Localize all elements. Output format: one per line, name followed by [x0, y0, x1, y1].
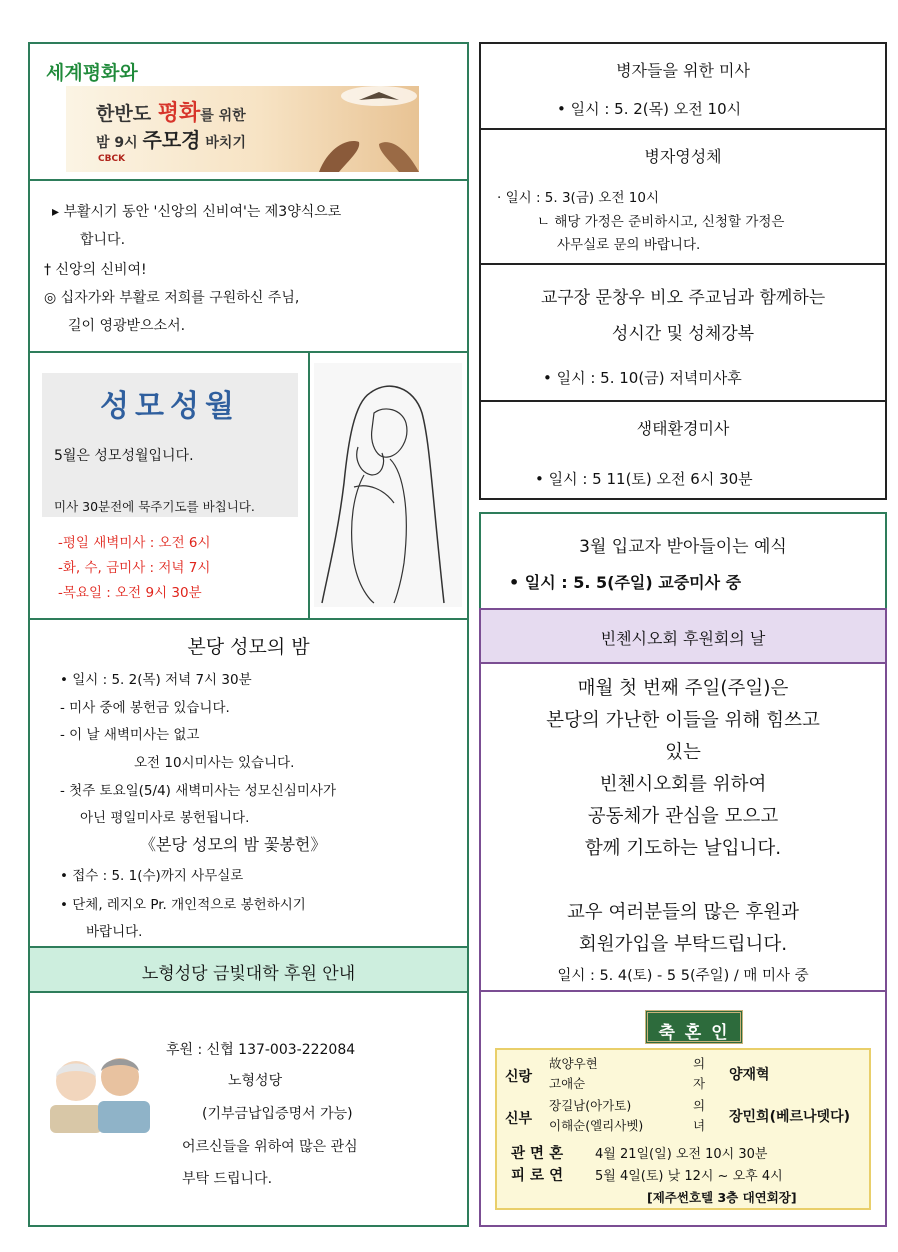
- mary-month-section: [28, 351, 469, 620]
- groom-rel2: 자: [693, 1076, 706, 1091]
- mary-night-l8: • 접수 : 5. 1(수)까지 사무실로: [60, 868, 244, 884]
- golden-l1: 후원 : 신협 137-003-222084: [166, 1042, 356, 1058]
- mary-night-l4: 오전 10시미사는 있습니다.: [134, 755, 295, 771]
- groom-parents1: 故양우현: [549, 1056, 598, 1071]
- groom-rel1: 의: [693, 1056, 706, 1071]
- bride-parents2: 이해순(엘리사벳): [549, 1118, 644, 1133]
- bishop-section: [479, 263, 887, 402]
- easter-line2: 합니다.: [80, 232, 126, 248]
- bishop-title1: 교구장 문창우 비오 주교님과 함께하는: [540, 288, 826, 308]
- easter-section: [28, 179, 469, 353]
- mary-month-line1: 5월은 성모성월입니다.: [54, 448, 194, 464]
- eco-line: • 일시 : 5 11(토) 오전 6시 30분: [535, 470, 753, 488]
- vincent-header: [479, 608, 887, 664]
- sick-communion-section: [479, 128, 887, 265]
- sick-communion-l1: · 일시 : 5. 3(금) 오전 10시: [497, 190, 660, 206]
- golden-section: [28, 991, 469, 1227]
- mary-night-title: 본당 성모의 밤: [187, 636, 310, 658]
- bride-rel2: 녀: [693, 1118, 706, 1133]
- wedding-badge: [645, 1010, 743, 1044]
- mary-night-l3: - 이 날 새벽미사는 없고: [60, 727, 200, 743]
- vincent-l7: 교우 여러분들의 많은 후원과: [566, 902, 800, 923]
- wedding-venue: [제주썬호텔 3층 대연회장]: [647, 1190, 797, 1205]
- banner-text-d: 밤 9시: [96, 135, 143, 151]
- groom-label: 신랑: [505, 1069, 533, 1085]
- wedding-row1-value: 4월 21일(일) 오전 10시 30분: [595, 1147, 768, 1162]
- sick-mass-section: [479, 42, 887, 130]
- vincent-l3: 있는: [665, 742, 701, 763]
- easter-line1: ▸ 부활시기 동안 '신앙의 신비여'는 제3양식으로: [52, 204, 342, 220]
- eco-section: [479, 400, 887, 500]
- mary-night-l10: 바랍니다.: [86, 924, 143, 940]
- catechumen-line: • 일시 : 5. 5(주일) 교중미사 중: [509, 573, 742, 592]
- mary-sched1: -평일 새벽미사 : 오전 6시: [58, 535, 211, 551]
- vincent-l5: 공동체가 관심을 모으고: [587, 806, 779, 827]
- sick-mass-line: • 일시 : 5. 2(목) 오전 10시: [557, 100, 742, 118]
- catechumen-section: [479, 512, 887, 610]
- wedding-row2-value: 5월 4일(토) 낮 12시 ~ 오후 4시: [595, 1169, 783, 1184]
- golden-l2: 노형성당: [228, 1073, 283, 1089]
- bishop-title2: 성시간 및 성체강복: [611, 324, 755, 344]
- groom-name: 양재혁: [729, 1067, 770, 1083]
- bride-parents1: 장길남(아가토): [549, 1098, 632, 1113]
- mary-month-line2: 미사 30분전에 묵주기도를 바칩니다.: [54, 499, 255, 514]
- easter-line4: ◎ 십자가와 부활로 저희를 구원하신 주님,: [44, 290, 300, 306]
- golden-l5: 부탁 드립니다.: [182, 1171, 273, 1187]
- vincent-l9: 일시 : 5. 4(토) - 5 5(주일) / 매 미사 중: [557, 968, 809, 984]
- sick-mass-title: 병자들을 위한 미사: [616, 61, 750, 80]
- wedding-row1-label: 관 면 혼: [511, 1146, 564, 1162]
- banner-text-a: 한반도: [96, 103, 158, 125]
- golden-header: [28, 946, 469, 993]
- golden-l4: 어르신들을 위하여 많은 관심: [182, 1139, 358, 1155]
- elderly-couple-photo: [40, 1047, 158, 1133]
- cbck-logo: CBCK: [98, 154, 126, 164]
- banner-line2: [96, 124, 246, 153]
- groom-parents2: 고애순: [549, 1076, 586, 1091]
- bride-name: 장민희(베르나뎃다): [729, 1109, 850, 1125]
- wedding-card: [495, 1048, 871, 1210]
- sick-communion-l2: ㄴ 해당 가정은 준비하시고, 신청할 가정은: [537, 214, 785, 230]
- bride-rel1: 의: [693, 1098, 706, 1113]
- sick-communion-l3: 사무실로 문의 바랍니다.: [557, 237, 701, 253]
- golden-header-text: 노형성당 금빛대학 후원 안내: [141, 964, 356, 984]
- divider: [308, 353, 310, 618]
- vincent-header-text: 빈첸시오회 후원회의 날: [600, 629, 766, 648]
- vincent-l2: 본당의 가난한 이들을 위해 힘쓰고: [546, 710, 820, 731]
- vincent-l4: 빈첸시오회를 위하여: [599, 774, 767, 795]
- banner-line1: [96, 96, 246, 127]
- catechumen-title: 3월 입교자 받아들이는 예식: [579, 537, 787, 557]
- madonna-illustration: [314, 363, 462, 607]
- bishop-line: • 일시 : 5. 10(금) 저녁미사후: [543, 369, 742, 387]
- sick-communion-title: 병자영성체: [644, 147, 722, 166]
- vincent-l6: 함께 기도하는 날입니다.: [584, 838, 782, 859]
- easter-line5: 길이 영광받으소서.: [68, 318, 186, 334]
- mary-night-l7: 《본당 성모의 밤 꽃봉헌》: [140, 835, 327, 854]
- vincent-section: [479, 662, 887, 992]
- mary-night-l6: 아닌 평일미사로 봉헌됩니다.: [80, 810, 250, 826]
- bride-label: 신부: [505, 1111, 533, 1127]
- wedding-badge-text: 축 혼 인: [658, 1023, 730, 1043]
- banner-text-f: 바치기: [200, 135, 246, 151]
- mary-sched3: -목요일 : 오전 9시 30분: [58, 585, 202, 601]
- banner-text-peace: 평화: [157, 101, 201, 126]
- golden-l3: (기부금납입증명서 가능): [202, 1106, 353, 1122]
- peace-section: [28, 42, 469, 181]
- wedding-section: [479, 990, 887, 1227]
- vincent-l8: 회원가입을 부탁드립니다.: [578, 934, 788, 955]
- eco-title: 생태환경미사: [636, 419, 730, 438]
- wedding-row2-label: 피 로 연: [511, 1168, 564, 1184]
- vincent-l1: 매월 첫 번째 주일(주일)은: [577, 678, 789, 699]
- easter-line3: † 신앙의 신비여!: [44, 262, 147, 278]
- peace-banner: [66, 86, 419, 172]
- mary-month-title: 성모성월: [100, 389, 240, 424]
- banner-text-rosary: 주모경: [142, 128, 201, 152]
- mary-night-l9: • 단체, 레지오 Pr. 개인적으로 봉헌하시기: [60, 897, 306, 913]
- banner-text-c: 를 위한: [200, 108, 246, 124]
- mary-night-l1: • 일시 : 5. 2(목) 저녁 7시 30분: [60, 672, 252, 688]
- mary-month-card: [42, 373, 298, 517]
- hands-dove-illustration: [279, 86, 419, 172]
- mary-night-section: [28, 618, 469, 948]
- peace-title: 세계평화와: [46, 62, 138, 84]
- mary-night-l2: - 미사 중에 봉헌금 있습니다.: [60, 700, 230, 716]
- mary-night-l5: - 첫주 토요일(5/4) 새벽미사는 성모신심미사가: [60, 783, 336, 799]
- mary-sched2: -화, 수, 금미사 : 저녁 7시: [58, 560, 211, 576]
